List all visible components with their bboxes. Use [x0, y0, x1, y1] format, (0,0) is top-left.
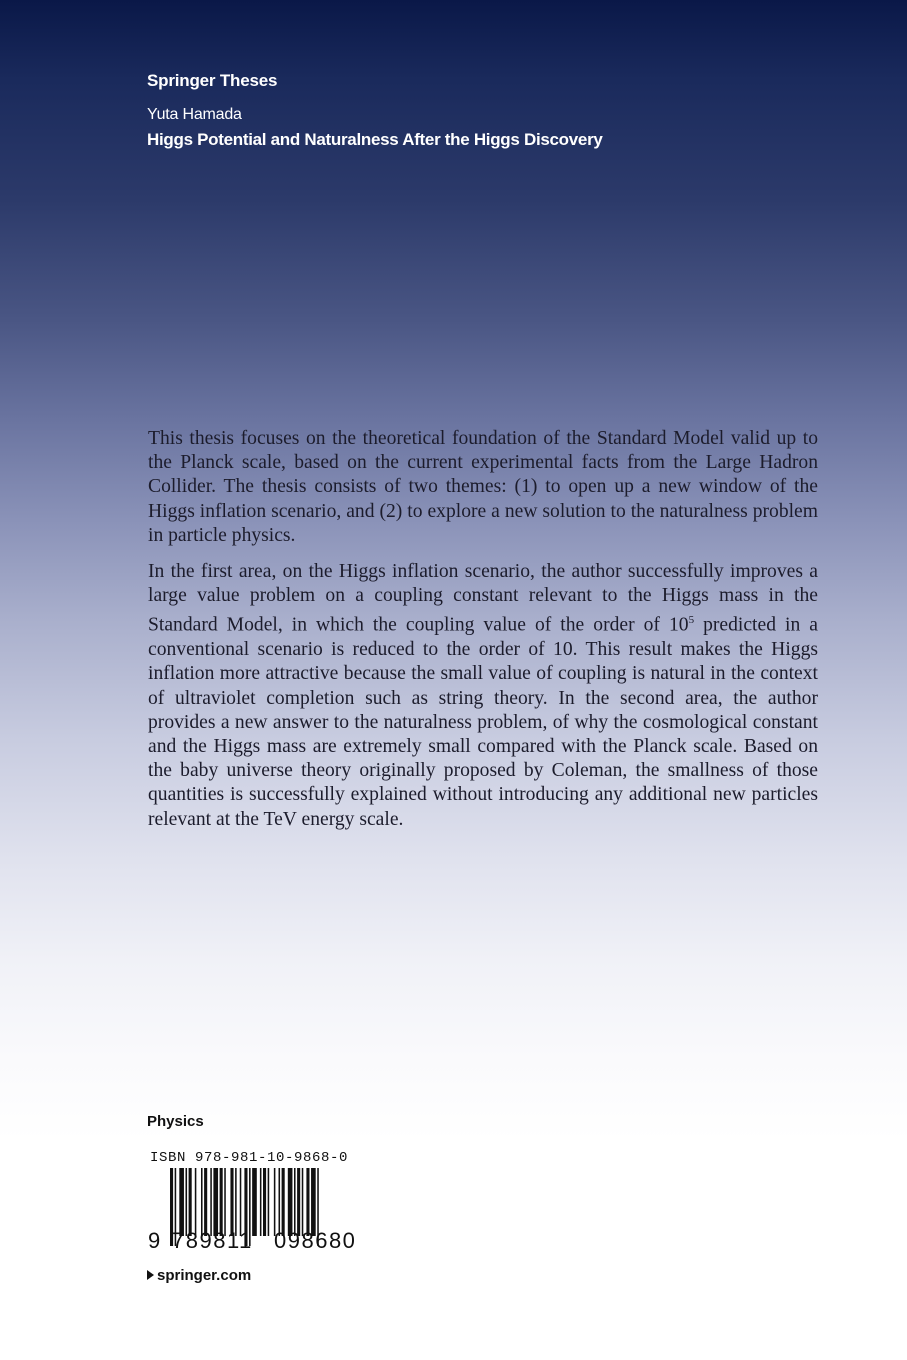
barcode-bar: [268, 1168, 270, 1236]
barcode-bar: [263, 1168, 266, 1236]
barcode-bar: [189, 1168, 192, 1236]
isbn-barcode: [148, 1150, 368, 1253]
barcode-bar: [204, 1168, 207, 1236]
blurb-paragraph-1: This thesis focuses on the theoretical foundation of the Standard Model valid up to the Planck scale, based on the current experimental facts from the Large Hadron Collider. The thesis consists of two themes: (1) to open up a new window of the Higgs inflation scenario, and (2) to explore a new solution to the naturalness problem in particle physics.: [148, 428, 818, 546]
barcode-bar: [220, 1168, 223, 1236]
barcode-bar: [224, 1168, 226, 1236]
barcode-bar: [297, 1168, 300, 1236]
arrow-right-icon: [147, 1270, 154, 1280]
barcode-bar: [288, 1168, 293, 1236]
barcode-bar: [179, 1168, 184, 1236]
barcode-digits: [148, 1228, 356, 1254]
barcode-bar: [186, 1168, 188, 1236]
author-name: Yuta Hamada: [147, 106, 242, 123]
barcode-bar: [282, 1168, 285, 1236]
barcode-bar: [279, 1168, 281, 1236]
blurb-paragraph-2-part-1: In the first area, on the Higgs inflation scenario, the author successfully improves a large value problem on a coupling constant relevant to the Higgs mass in the Standard Model, in which the coupling value of the order of 10: [148, 561, 818, 636]
barcode-bar: [302, 1168, 304, 1236]
barcode-bar: [306, 1168, 309, 1236]
barcode-bar: [294, 1168, 296, 1236]
barcode-bar: [213, 1168, 218, 1236]
barcode-bar: [252, 1168, 257, 1236]
barcode-bar: [210, 1168, 212, 1236]
barcode-bar: [195, 1168, 197, 1236]
barcode-bar: [201, 1168, 203, 1236]
barcode-bar: [260, 1168, 262, 1236]
blurb-paragraph-2: [148, 560, 818, 832]
series-name: Springer Theses: [147, 71, 278, 90]
barcode-bar: [274, 1168, 276, 1236]
website-text: springer.com: [157, 1267, 252, 1284]
blurb: [148, 427, 818, 844]
barcode-bar: [235, 1168, 237, 1236]
website-link[interactable]: [147, 1267, 251, 1284]
isbn-text: ISBN 978-981-10-9868-0: [150, 1150, 349, 1166]
barcode-bar: [230, 1168, 233, 1236]
barcode-bar: [311, 1168, 316, 1236]
exponent: 5: [688, 614, 695, 627]
barcode-left-digits: 789811: [172, 1228, 253, 1253]
blurb-paragraph-2-part-2: predicted in a conventional scenario is reduced to the order of 10. This result makes the Higgs inflation more attractive because the small value of coupling is natural in the context of ultraviolet completion such as string theory. In the second area, the author provides a new answer to the naturalness problem, of why the cosmological constant and the Higgs mass are extremely small compared with the Planck scale. Based on the baby universe theory originally proposed by Coleman, the smallness of those quantities is successfully explained without introducing any additional new particles relevant at the TeV energy scale.: [148, 614, 818, 830]
barcode-lead-digit: 9: [148, 1228, 161, 1253]
subject-label: Physics: [147, 1113, 204, 1130]
barcode-right-digits: 098680: [274, 1228, 357, 1253]
book-title: Higgs Potential and Naturalness After the Higgs Discovery: [147, 130, 603, 149]
barcode-bar: [240, 1168, 242, 1236]
